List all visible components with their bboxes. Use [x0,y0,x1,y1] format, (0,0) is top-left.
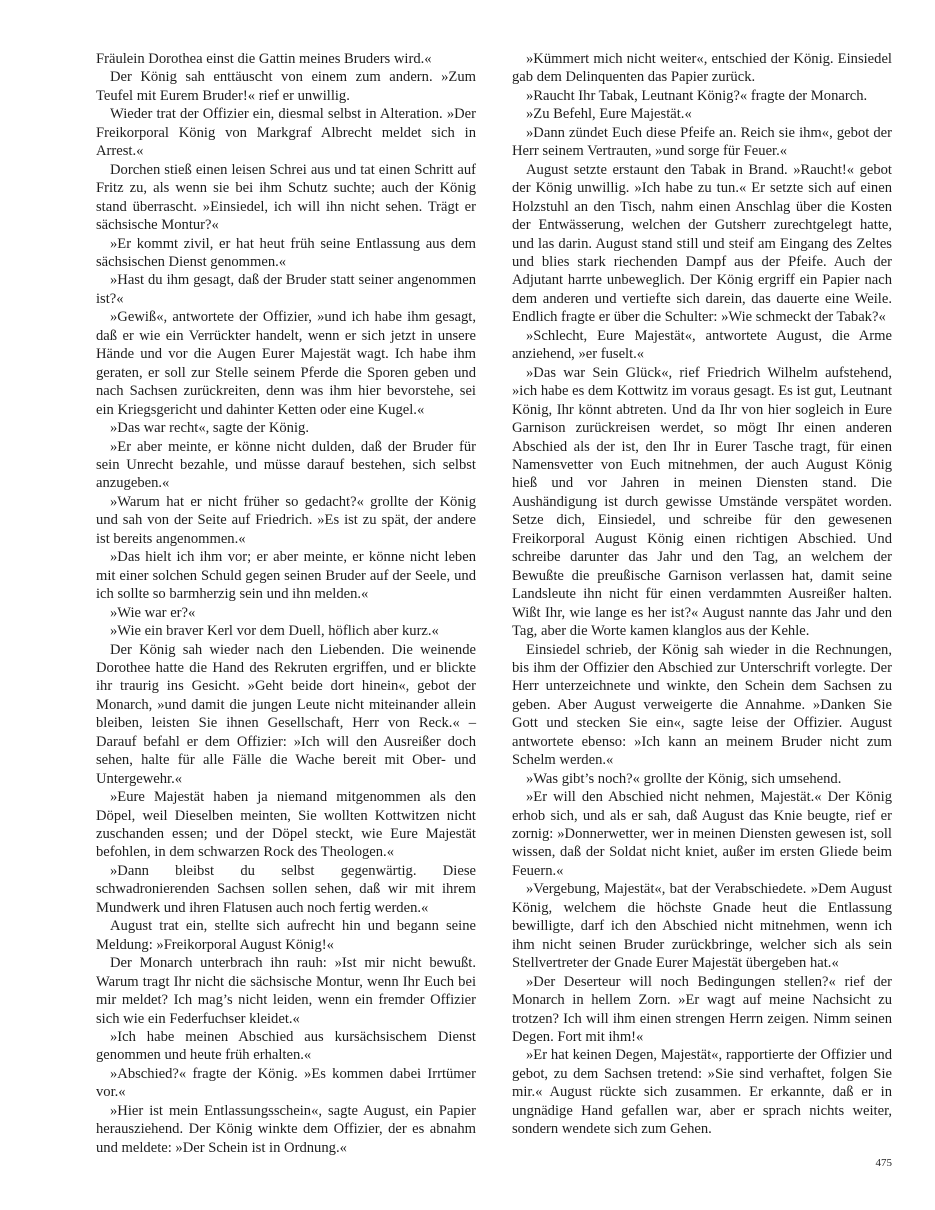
paragraph: »Eure Majestät haben ja niemand mitgenommen als den Döpel, weil Dieselben meinten, Sie wollten Kottwitzen nicht zuschanden essen; und der Döpel steckt, wie Eure Majestät befohlen, in dem schwarzen Rock des Theologen.« [96,789,476,861]
paragraph: »Zu Befehl, Eure Majestät.« [526,106,692,123]
paragraph: August trat ein, stellte sich aufrecht hin und begann seine Meldung: »Freikorporal August König!« [96,918,476,953]
paragraph: »Er will den Abschied nicht nehmen, Majestät.« Der König erhob sich, und als er sah, daß August das Knie beugte, rief er zornig: »Donnerwetter, wer in meinen Diensten gewesen ist, soll wissen, daß der Soldat nicht kniet, außer im ersten Gliede beim Feuern.« [512,789,892,879]
page-number: 475 [875,1157,892,1169]
paragraph: »Abschied?« fragte der König. »Es kommen dabei Irrtümer vor.« [96,1065,476,1101]
paragraph: »Wie ein braver Kerl vor dem Duell, höflich aber kurz.« [110,623,439,640]
paragraph: »Warum hat er nicht früher so gedacht?« grollte der König und sah von der Seite auf Friedrich. »Es ist zu spät, der andere ist bereits angenommen.« [96,493,476,547]
paragraph: »Er hat keinen Degen, Majestät«, rapportierte der Offizier und gebot, zu dem Sachsen tretend: »Sie sind verhaftet, folgen Sie mir.« August rückte sich zusammen. Er erkannte, daß er in ungnädige Hand gefallen war, aber er sprach nichts weiter, sondern wendete sich zum Gehen. [512,1047,892,1138]
left-column [96,50,476,1157]
paragraph: »Ich habe meinen Abschied aus kursächsischem Dienst genommen und heute früh erhalten.« [96,1029,476,1064]
paragraph: »Schlecht, Eure Majestät«, antwortete August, die Arme anziehend, »er fuselt.« [512,327,892,363]
paragraph: »Gewiß«, antwortete der Offizier, »und ich habe ihm gesagt, daß er wie ein Verrückter handelt, wenn er sich jetzt in unsere Hände und vor die Augen Eurer Majestät wagt. Ich habe ihm geraten, er soll zur Stelle seinem Pferde die Sporen geben und nach Sachsen zurückreiten, denn was ihm hier bevorstehe, sei ein Kriegsgericht und dahinter Ketten oder eine Kugel.« [96,309,476,418]
paragraph: »Das hielt ich ihm vor; er aber meinte, er könne nicht leben mit einer solchen Schuld gegen seinen Bruder auf der Seele, und ich sollte so barmherzig sein und ihn melden.« [96,549,476,603]
paragraph: Dorchen stieß einen leisen Schrei aus und tat einen Schritt auf Fritz zu, als wenn sie bei ihm Schutz suchte; auch der König stand überrascht. »Einsiedel, ich will ihn nicht sehen. Trägt er sächsische Montur?« [96,161,476,234]
paragraph: Einsiedel schrieb, der König sah wieder in die Rechnungen, bis ihm der Offizier den Abschied zur Unterschrift vorlegte. Der Herr unterzeichnete und winkte, den Schein dem Sachsen zu geben. Aber August verweigerte die Annahme. »Danken Sie Gott und stecken Sie ein«, sagte leise der Offizier. August antwortete ebenso: »Ich kann an meinem Bruder nicht zum Schelm werden.« [512,641,892,769]
paragraph: Fräulein Dorothea einst die Gattin meines Bruders wird.« [96,51,432,67]
paragraph: »Hast du ihm gesagt, daß der Bruder statt seiner angenommen ist?« [96,272,476,307]
paragraph: »Er kommt zivil, er hat heut früh seine Entlassung aus dem sächsischen Dienst genommen.« [96,235,476,270]
paragraph: August setzte erstaunt den Tabak in Brand. »Raucht!« gebot der König unwillig. »Ich habe zu tun.« Er setzte sich auf einen Holzstuhl an den Tisch, nahm einen Anschlag über die Kosten der Entwässerung, welchen der Gutsherr zurechtgelegt hatte, und las darin. August stand still und steif am Eingang des Zeltes und blies stark riechenden Dampf aus der Pfeife. Auch der Adjutant harrte unbeweglich. Der König ergriff ein Papier nach dem anderen und vertiefte sich darein, das dauerte eine Weile. Endlich fragte er über die Schulter: »Wie schmeckt der Tabak?« [512,161,892,326]
paragraph: »Dann bleibst du selbst gegenwärtig. Diese schwadronierenden Sachsen sollen sehen, daß wir mit ihrem Mundwerk und ihren Flatusen auch noch fertig werden.« [96,862,476,916]
paragraph: »Er aber meinte, er könne nicht dulden, daß der Bruder für sein Unrecht bezahle, und müsse darauf bestehen, sich selbst anzugeben.« [96,438,476,492]
paragraph: »Der Deserteur will noch Bedingungen stellen?« rief der Monarch in hellem Zorn. »Er wagt auf meine Nachsicht zu trotzen? Ich will ihm einen strengen Herrn zeigen. Nimm seinen Degen. Fort mit ihm!« [512,973,892,1046]
paragraph: »Das war recht«, sagte der König. [110,420,309,437]
paragraph: »Dann zündet Euch diese Pfeife an. Reich sie ihm«, gebot der Herr seinem Vertrauten, »und sorge für Feuer.« [512,124,892,160]
paragraph: »Kümmert mich nicht weiter«, entschied der König. Einsiedel gab dem Delinquenten das Papier zurück. [512,51,892,86]
paragraph: Der König sah enttäuscht von einem zum andern. »Zum Teufel mit Eurem Bruder!« rief er unwillig. [96,69,476,104]
paragraph: »Raucht Ihr Tabak, Leutnant König?« fragte der Monarch. [526,87,868,104]
paragraph: »Vergebung, Majestät«, bat der Verabschiedete. »Dem August König, welchem die höchste Gnade heut die Entlassung bewilligte, darf ich den Abschied nicht mitnehmen, wenn ich ihm nicht seinen Bruder zurückbringe, welcher sich als sein Stellvertreter der Gnade Eurer Majestät übergeben hat.« [512,881,892,972]
paragraph: Der König sah wieder nach den Liebenden. Die weinende Dorothee hatte die Hand des Rekruten ergriffen, und er blickte ihr traurig ins Gesicht. »Geht beide dort hinein«, gebot der Monarch, »und damit die jungen Leute nicht miteinander allein bleiben, leisten Sie ihnen Gesellschaft, Herr von Reck.« – Darauf befahl er dem Offizier: »Ich will den Ausreißer doch sehen, halte für alle Fälle die Wache bereit mit Ober- und Untergewehr.« [96,641,476,787]
paragraph: Der Monarch unterbrach ihn rauh: »Ist mir nicht bewußt. Warum tragt Ihr nicht die sächsische Montur, wenn Ihr Euch bei mir meldet? Ich mag’s nicht leiden, wenn ein fremder Offizier sich wie ein Federfuchser kleidet.« [96,955,476,1027]
paragraph: »Das war Sein Glück«, rief Friedrich Wilhelm aufstehend, »ich habe es dem Kottwitz im voraus gesagt. Es ist gut, Leutnant König, Ihr könnt abtreten. Und da Ihr von hier sogleich in Eure Garnison zurückreisen werdet, so mögt Ihr einen anderen Abschied als der ist, den Ihr in Eurer Tasche tragt, für einen Namensvetter von Euch mitnehmen, der auch August König hieß und vor Jahren in meinen Diensten stand. Die Aushändigung ist durch gewisse Umstände verspätet worden. Setze dich, Einsiedel, und schreibe für den gewesenen Freikorporal August König einen richtigen Abschied. Und schreibe darunter das Jahr und den Tag, an welchem der Bewußte die preußische Garnison verlassen hat, damit seine Landsleute ihn nicht für einen verdammten Ausreißer halten. Wißt Ihr, wie lange es her ist?« August nannte das Jahr und den Tag, aber die Worte kamen klanglos aus der Kehle. [512,364,892,640]
right-column [512,50,892,1139]
paragraph: »Wie war er?« [110,604,196,621]
paragraph: »Hier ist mein Entlassungsschein«, sagte August, ein Papier herausziehend. Der König winkte dem Offizier, der es abnahm und meldete: »Der Schein ist in Ordnung.« [96,1102,476,1156]
paragraph: Wieder trat der Offizier ein, diesmal selbst in Alteration. »Der Freikorporal König von Markgraf Albrecht meldet sich in Arrest.« [96,106,476,160]
paragraph: »Was gibt’s noch?« grollte der König, sich umsehend. [526,770,842,787]
